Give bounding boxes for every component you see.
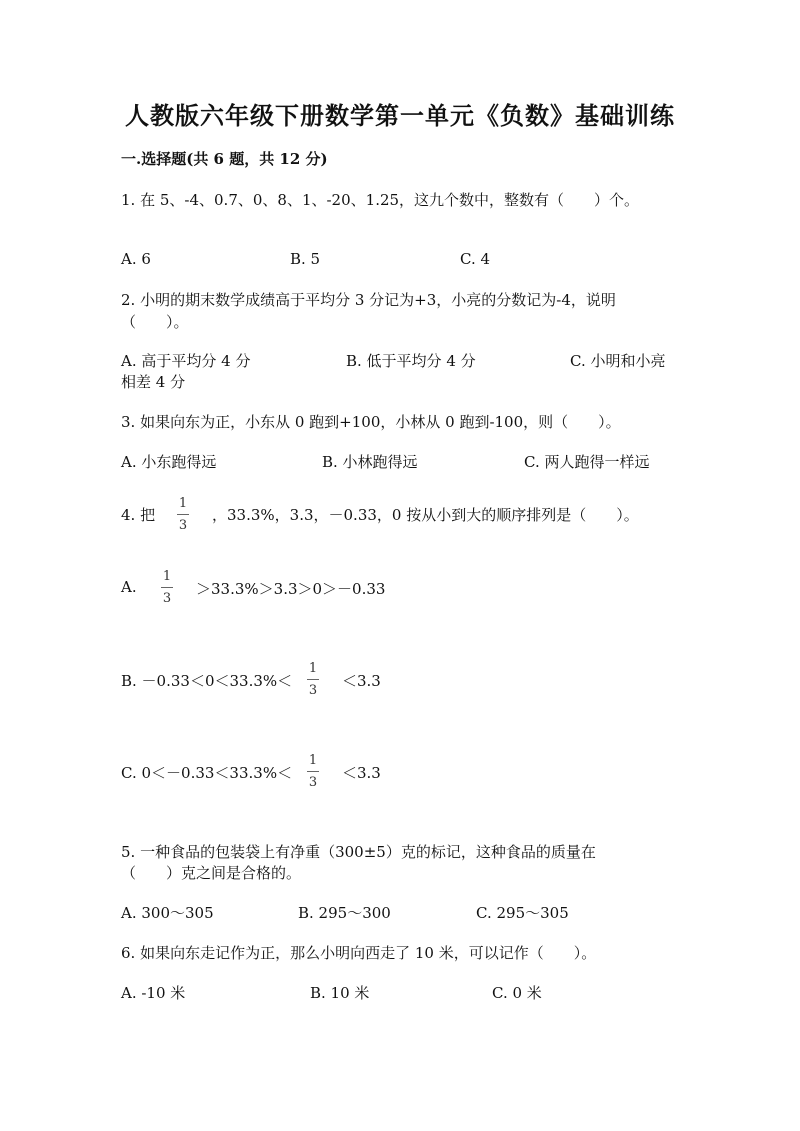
fraction-one-third — [307, 662, 319, 697]
question-2-text-cont: （ ）。 — [121, 313, 189, 331]
question-4-option-b-prefix: B. －0.33＜0＜33.3%＜ — [121, 672, 293, 690]
question-1-text: 1. 在 5、-4、0.7、0、8、1、-20、1.25，这九个数中，整数有（ ）个。 — [121, 191, 640, 209]
question-5-option-c: C. 295～305 — [476, 904, 569, 922]
fraction-denominator: 3 — [178, 518, 188, 534]
question-5-text-cont: （ ）克之间是合格的。 — [121, 864, 302, 882]
fraction-denominator: 3 — [308, 683, 318, 699]
question-1-option-c: C. 4 — [460, 250, 491, 268]
fraction-numerator: 1 — [308, 661, 318, 676]
question-6-option-a: A. -10 米 — [121, 984, 186, 1002]
question-6-option-c: C. 0 米 — [492, 984, 542, 1002]
fraction-numerator: 1 — [308, 753, 318, 768]
question-3-option-c: C. 两人跑得一样远 — [524, 453, 650, 471]
section-heading: 一.选择题(共 6 题，共 12 分) — [121, 150, 328, 168]
fraction-bar — [307, 771, 319, 772]
question-4-option-b-suffix: ＜3.3 — [342, 672, 381, 690]
question-2-option-b: B. 低于平均分 4 分 — [346, 352, 476, 370]
fraction-bar — [177, 514, 189, 515]
page-title: 人教版六年级下册数学第一单元《负数》基础训练 — [125, 101, 675, 130]
fraction-one-third — [307, 754, 319, 789]
question-5-option-a: A. 300～305 — [121, 904, 214, 922]
question-3-text: 3. 如果向东为正，小东从 0 跑到+100，小林从 0 跑到-100，则（ ）。 — [121, 413, 621, 431]
question-2-option-a: A. 高于平均分 4 分 — [121, 352, 251, 370]
question-6-option-b: B. 10 米 — [310, 984, 370, 1002]
question-1-option-a: A. 6 — [121, 250, 151, 268]
question-5-option-b: B. 295～300 — [298, 904, 391, 922]
question-3-option-a: A. 小东跑得远 — [121, 453, 217, 471]
question-3-option-b: B. 小林跑得远 — [322, 453, 418, 471]
question-6-text: 6. 如果向东走记作为正，那么小明向西走了 10 米，可以记作（ ）。 — [121, 944, 597, 962]
question-2-option-c-cont: 相差 4 分 — [121, 373, 186, 391]
question-1-option-b: B. 5 — [290, 250, 321, 268]
fraction-bar — [307, 679, 319, 680]
question-5-text: 5. 一种食品的包装袋上有净重（300±5）克的标记，这种食品的质量在 — [121, 843, 596, 861]
question-4-option-c-prefix: C. 0＜－0.33＜33.3%＜ — [121, 764, 293, 782]
fraction-numerator: 1 — [162, 569, 172, 584]
fraction-bar — [161, 587, 173, 588]
question-4-option-a-suffix: ＞33.3%＞3.3＞0＞－0.33 — [196, 580, 386, 598]
fraction-denominator: 3 — [308, 775, 318, 791]
question-4-prefix: 4. 把 — [121, 506, 156, 524]
fraction-numerator: 1 — [178, 496, 188, 511]
fraction-denominator: 3 — [162, 591, 172, 607]
fraction-one-third — [161, 570, 173, 605]
question-4-option-c-suffix: ＜3.3 — [342, 764, 381, 782]
fraction-one-third — [177, 497, 189, 532]
question-4-option-a-prefix: A. — [121, 578, 137, 596]
question-2-text: 2. 小明的期末数学成绩高于平均分 3 分记为+3，小亮的分数记为-4，说明 — [121, 291, 616, 309]
question-4-suffix: ，33.3%，3.3，－0.33，0 按从小到大的顺序排列是（ ）。 — [212, 506, 639, 524]
question-2-option-c: C. 小明和小亮 — [570, 352, 666, 370]
